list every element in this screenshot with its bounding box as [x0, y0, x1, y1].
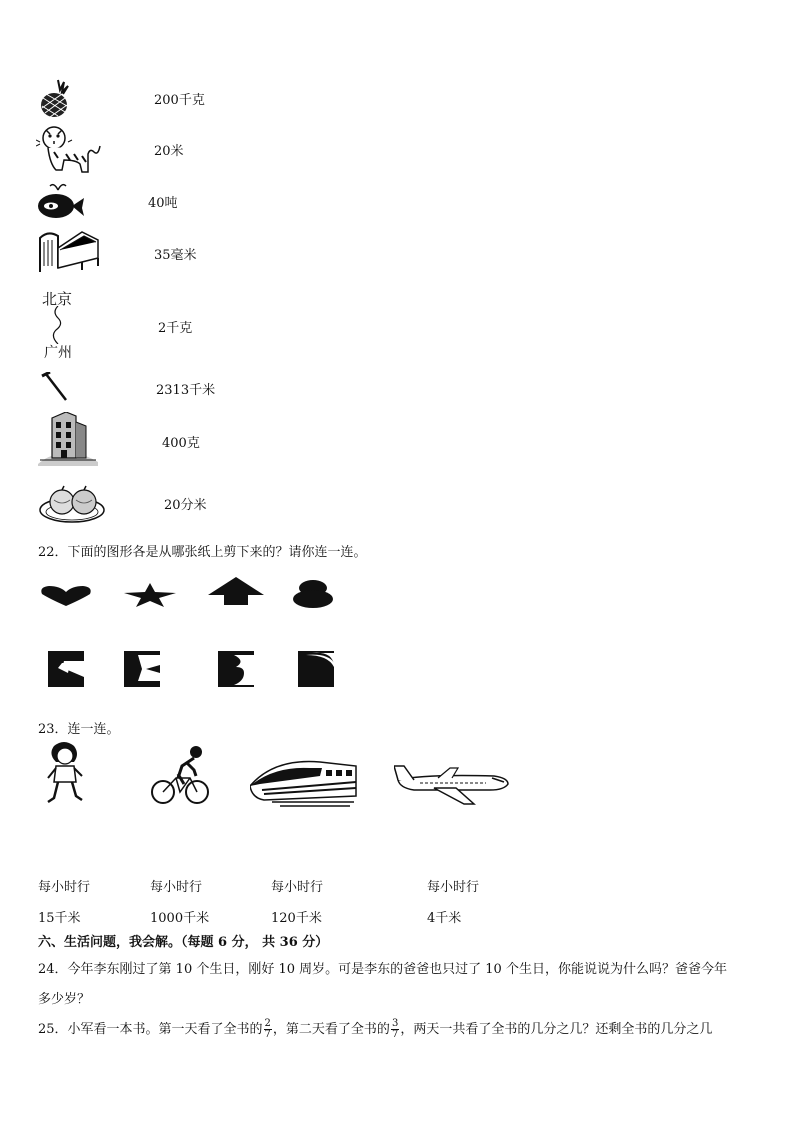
city-beijing-label: 北京 [42, 290, 73, 308]
train-icon [250, 756, 358, 808]
fraction-2-7: $\frac{2}{7}$ [264, 1018, 271, 1040]
cut-paper-2 [124, 651, 160, 687]
beijing-guangzhou-route [42, 288, 82, 360]
q25-part3: ，两天一共看了全书的几分之几？还剩全书的几分之几 [400, 1022, 713, 1037]
building-icon [38, 412, 100, 466]
speed-value: 120千米 [271, 911, 322, 926]
speed-label: 每小时行 [271, 880, 324, 895]
value-label: 2313千米 [156, 383, 216, 398]
star-shape [124, 583, 176, 607]
tiger-icon [36, 124, 102, 176]
value-label: 35毫米 [154, 248, 197, 263]
bed-icon [38, 228, 100, 274]
cut-paper-3 [218, 651, 254, 687]
cut-paper-1 [48, 651, 84, 687]
apples-plate-icon [38, 484, 108, 524]
pineapple-icon [38, 78, 72, 118]
question-25 [38, 1018, 712, 1040]
child-walking-icon [44, 740, 88, 804]
nail-icon [40, 372, 68, 402]
value-label: 40吨 [148, 196, 178, 211]
city-guangzhou-label: 广州 [44, 345, 72, 361]
speed-value: 4千米 [427, 911, 462, 926]
arrow-shape [208, 577, 264, 605]
heart-shape [40, 585, 92, 607]
question-23-text: 23．连一连。 [38, 722, 120, 737]
cyclist-icon [150, 744, 210, 806]
value-label: 400克 [162, 436, 200, 451]
speed-label: 每小时行 [427, 880, 480, 895]
question-24-line2: 多少岁？ [38, 992, 91, 1007]
section-6-title: 六、生活问题，我会解。（每题 6 分， 共 36 分） [38, 935, 329, 950]
value-label: 20米 [154, 144, 184, 159]
speed-label: 每小时行 [38, 880, 91, 895]
value-label: 20分米 [164, 498, 207, 513]
value-label: 2千克 [158, 321, 193, 336]
question-24-line1: 24．今年李东刚过了第 10 个生日，刚好 10 周岁。可是李东的爸爸也只过了 10 个生日，你能说说为什么吗？爸爸今年 [38, 962, 727, 977]
snowman-shape [292, 580, 334, 608]
value-label: 200千克 [154, 93, 205, 108]
speed-value: 1000千米 [150, 911, 210, 926]
question-22-text: 22．下面的图形各是从哪张纸上剪下来的？请你连一连。 [38, 545, 367, 560]
cut-paper-4 [298, 651, 334, 687]
whale-icon [36, 182, 86, 220]
q25-part2: ，第二天看了全书的 [272, 1022, 390, 1037]
q25-part1: 25．小军看一本书。第一天看了全书的 [38, 1022, 263, 1037]
speed-label: 每小时行 [150, 880, 203, 895]
airplane-icon [394, 764, 510, 806]
speed-value: 15千米 [38, 911, 81, 926]
fraction-3-7: $\frac{3}{7}$ [391, 1018, 399, 1040]
